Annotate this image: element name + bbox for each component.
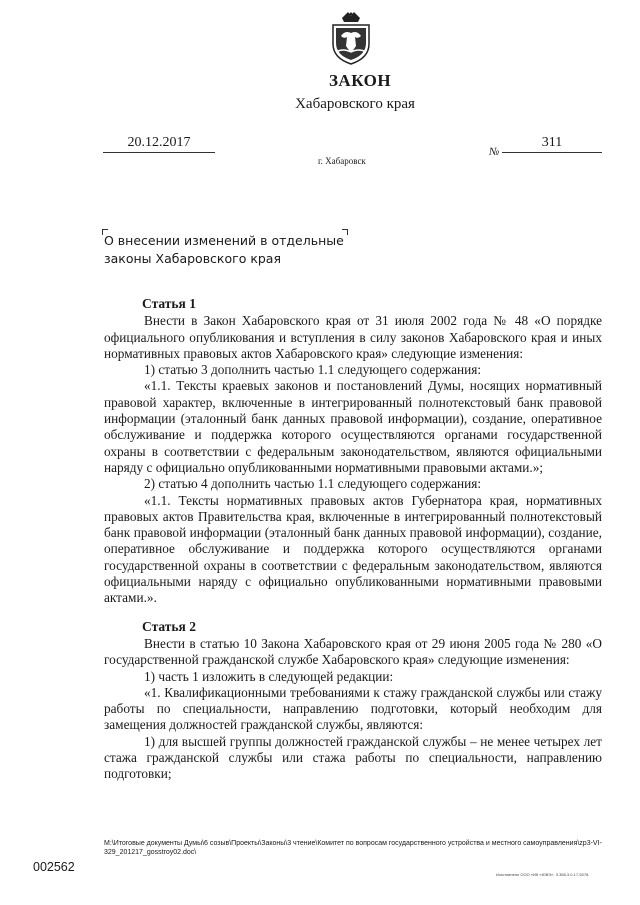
document-region: Хабаровского края — [295, 96, 415, 112]
article-2-sub-1: 1) для высшей группы должностей гражданской службы – не менее четырех лет стажа гражданской службы или стажа работы по специальности, направлению подготовки; — [104, 733, 602, 782]
document-body — [104, 296, 602, 783]
file-path: M:\Итоговые документы Думы\6 созыв\Проекты\Законы\3 чтение\Комитет по вопросам государственного устройства и местного самоуправления\zp3-VI-329_201217_gosstroy02.doc\ — [104, 840, 602, 856]
article-1-title: Статья 1 — [142, 296, 196, 311]
print-mark: Изготовлено ООО «ИК «ЮВЭ». З.366.3.0.17-5078. — [496, 872, 590, 877]
document-number: 311 — [502, 135, 602, 153]
document-id: 002562 — [33, 860, 75, 874]
subject-line: О внесении изменений в отдельные — [104, 233, 344, 248]
number-label: № — [489, 146, 500, 158]
article-2-item-1: 1) часть 1 изложить в следующей редакции: — [144, 668, 394, 684]
article-2-title: Статья 2 — [142, 618, 196, 634]
article-2-intro: Внести в статью 10 Закона Хабаровского края от 29 июня 2005 года № 280 «О государственной гражданской службе Хабаровского края» следующие изменения: — [104, 635, 602, 668]
document-type: ЗАКОН — [328, 71, 392, 90]
article-1-quote-1: «1.1. Тексты краевых законов и постановлений Думы, носящих нормативный правовой характер, включенные в интегрированный полнотекстовый банк правовой информации (эталонный банк данных правовой информации), создание, оперативное обслуживание и поддержка которого осуществляются органами государственной охраны в соответствии с федеральным законодательством, являются официальными наряду с официально опубликованными нормативными правовыми актами.»; — [104, 378, 602, 475]
article-2-quote-1: «1. Квалификационными требованиями к стажу гражданской службы или стажу работы по специальности, направлению подготовки, который необходим для замещения должностей гражданской службы, являются: — [104, 684, 602, 733]
article-1-quote-2: «1.1. Тексты нормативных правовых актов Губернатора края, нормативных правовых актов Правительства края, включенные в интегрированный полнотекстовый банк правовой информации (эталонный банк данных правовой информации), создание, оперативное обслуживание и поддержка которого осуществляются органами государственной охраны в соответствии с федеральным законодательством, являются официальными наряду с официально опубликованными нормативными правовыми актами.». — [104, 492, 602, 606]
coat-of-arms-icon — [328, 6, 374, 66]
subject-line: законы Хабаровского края — [104, 251, 281, 266]
article-1-item-2: 2) статью 4 дополнить частью 1.1 следующего содержания: — [144, 476, 482, 492]
article-1-item-1: 1) статью 3 дополнить частью 1.1 следующего содержания: — [144, 362, 482, 378]
document-date: 20.12.2017 — [103, 135, 215, 153]
article-1-intro: Внести в Закон Хабаровского края от 31 июля 2002 года № 48 «О порядке официального опубликования и вступления в силу законов Хабаровского края и иных нормативных правовых актов Хабаровского края» следующие изменения: — [104, 313, 602, 361]
document-city: г. Хабаровск — [318, 156, 366, 166]
document-subject — [104, 232, 354, 268]
